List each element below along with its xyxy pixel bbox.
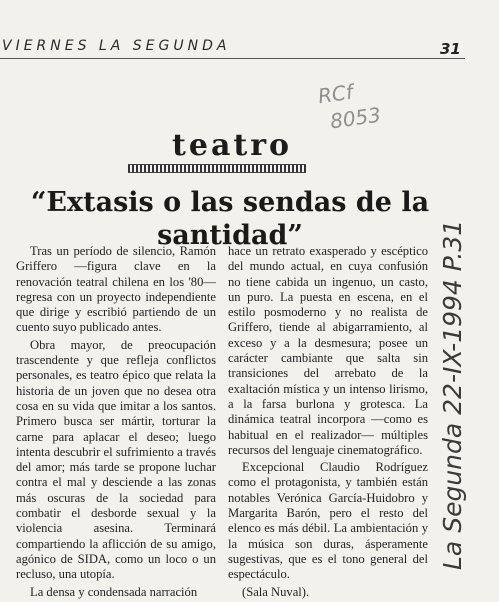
page-number: 31 xyxy=(440,40,461,58)
body-paragraph: Obra mayor, de preocupación trascendente y que refleja conflictos personales, es teatro épico que relata la historia de un joven que no desea otra cosa en su vida que imitar a los santos. Primero busca ser mártir, torturar la carne para aplacar el deseo; luego intenta descubrir el sufrimiento a través del amor; más tarde se propone luchar contra el mal y desciende a las zonas más oscuras de la sociedad para combatir el desborde sexual y la violencia asesina. Terminará compartiendo la aflicción de su amigo, agónico de SIDA, como un loco o un recluso, una utopía. xyxy=(16,337,216,582)
pencil-note-code: RCf xyxy=(316,79,355,109)
ornament-rule xyxy=(128,164,306,173)
body-paragraph: La densa y condensada narración xyxy=(30,584,198,599)
body-paragraph: (Sala Nuval). xyxy=(242,584,310,599)
body-paragraph: Tras un período de silencio, Ramón Griffero —figura clave en la renovación teatral chilena en los '80— regresa con un proyecto independiente que dirige y escribió partiendo de un cuento suyo publicado antes. xyxy=(16,244,216,335)
section-kicker: teatro xyxy=(172,128,293,163)
running-head: VIERNES LA SEGUNDA xyxy=(2,38,231,54)
article-column-right xyxy=(228,244,428,602)
handwritten-source-note: La Segunda 22-IX-1994 P.31 xyxy=(438,219,467,570)
body-paragraph: hace un retrato exasperado y escéptico del mundo actual, en cuya confusión no tiene cabida un ingenuo, un casto, un puro. La puesta en escena, en el estilo posmoderno y no realista de Griffero, tiende al abigarramiento, al exceso y a la desmesura; posee un carácter cambiante que salta sin transiciones del arrebato de la exaltación mística y un intenso lirismo, a la farsa burlona y grotesca. La dinámica teatral incorpora —como es habitual en el realizador— múltiples recursos del lenguaje cinematográfico. xyxy=(228,244,428,457)
pencil-note-number: 8053 xyxy=(328,102,383,134)
header-rule xyxy=(0,58,465,59)
body-paragraph: Excepcional Claudio Rodríguez como el protagonista, y también están notables Verónica García-Huidobro y Margarita Barón, pero el resto del elenco es más débil. La ambientación y la música son duras, ásperamente sugestivas, que es el tono general del espectáculo. xyxy=(228,460,428,582)
headline: “Extasis o las sendas de la santidad” xyxy=(30,187,430,251)
article-column-left xyxy=(16,244,216,602)
